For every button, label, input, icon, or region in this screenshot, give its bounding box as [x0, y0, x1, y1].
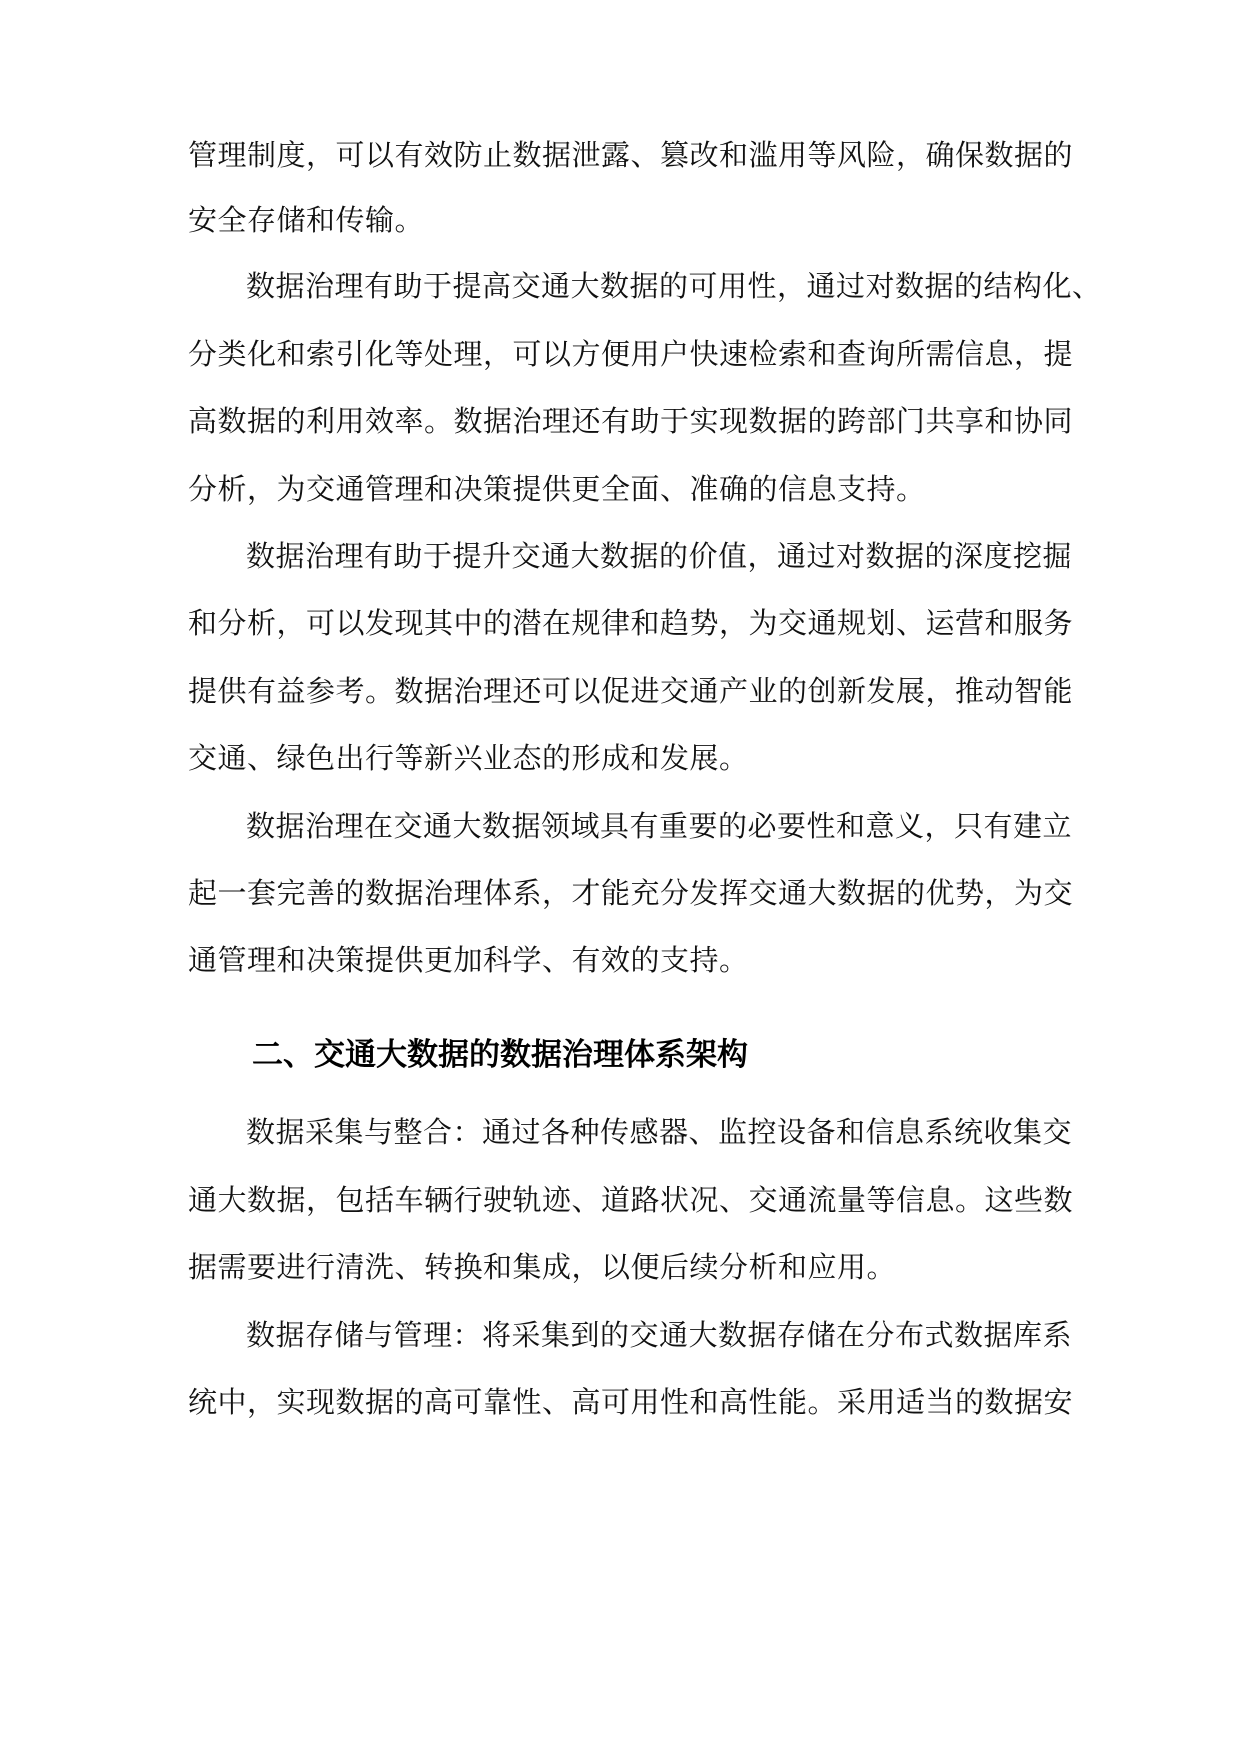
text-line: 管理制度，可以有效防止数据泄露、篡改和滥用等风险，确保数据的	[188, 138, 1074, 172]
text-line: 统中，实现数据的高可靠性、高可用性和高性能。采用适当的数据安	[188, 1385, 1074, 1419]
paragraph-first-line: 数据治理在交通大数据领域具有重要的必要性和意义，只有建立	[246, 809, 1073, 843]
paragraph-first-line: 数据治理有助于提升交通大数据的价值，通过对数据的深度挖掘	[246, 539, 1073, 573]
section-heading: 二、交通大数据的数据治理体系架构	[252, 1037, 748, 1073]
text-line: 据需要进行清洗、转换和集成，以便后续分析和应用。	[188, 1250, 897, 1284]
text-line: 起一套完善的数据治理体系，才能充分发挥交通大数据的优势，为交	[188, 876, 1074, 910]
paragraph-first-line: 数据采集与整合：通过各种传感器、监控设备和信息系统收集交	[246, 1115, 1073, 1149]
text-line: 高数据的利用效率。数据治理还有助于实现数据的跨部门共享和协同	[188, 404, 1074, 438]
text-line: 交通、绿色出行等新兴业态的形成和发展。	[188, 741, 749, 775]
text-line: 通大数据，包括车辆行驶轨迹、道路状况、交通流量等信息。这些数	[188, 1183, 1074, 1217]
text-line: 通管理和决策提供更加科学、有效的支持。	[188, 943, 749, 977]
text-line: 提供有益参考。数据治理还可以促进交通产业的创新发展，推动智能	[188, 674, 1074, 708]
paragraph-first-line: 数据存储与管理：将采集到的交通大数据存储在分布式数据库系	[246, 1318, 1073, 1352]
text-line: 分析，为交通管理和决策提供更全面、准确的信息支持。	[188, 472, 926, 506]
text-line: 和分析，可以发现其中的潜在规律和趋势，为交通规划、运营和服务	[188, 606, 1074, 640]
paragraph-first-line: 数据治理有助于提高交通大数据的可用性，通过对数据的结构化、	[246, 269, 1102, 303]
text-line: 分类化和索引化等处理，可以方便用户快速检索和查询所需信息，提	[188, 337, 1074, 371]
text-line: 安全存储和传输。	[188, 203, 425, 237]
